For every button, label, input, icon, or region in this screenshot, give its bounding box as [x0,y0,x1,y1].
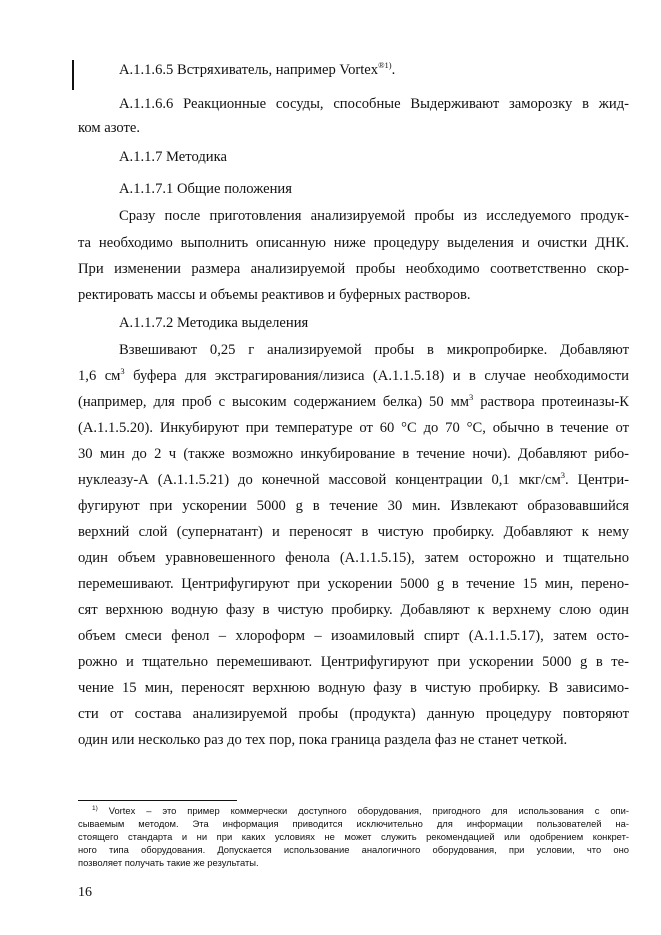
extraction-paragraph-line: один или несколько раз до тех пор, пока граница раздела фаз не станет четкой. [78,732,568,748]
section-heading-methodology: А.1.1.7 Методика [119,149,227,165]
page-number: 16 [78,885,92,900]
text-run: нуклеазу-А (А.1.1.5.21) до конечной массовой концентрации 0,1 мкг/см [78,472,561,488]
extraction-paragraph-line: (А.1.1.5.20). Инкубируют при температуре от 60 °С до 70 °С, обычно в течение от [78,420,629,436]
trademark-footnote-ref: ®1) [378,60,392,70]
extraction-paragraph-line: сят верхнюю водную фазу в чистую пробирку. Добавляют к верхнему слою один [78,602,629,618]
text-run: (например, для проб с высоким содержанием белка) 50 мм [78,394,470,410]
extraction-paragraph-line: фугируют при ускорении 5000 g в течение 30 мин. Извлекают образовавшийся [78,498,629,514]
superscript: 3 [120,366,125,376]
revision-change-bar [72,60,74,90]
footnote-line: ного типа оборудования. Допускается использование аналогичного оборудования, при условии, что оно [78,844,629,855]
footnote-line: сываемым методом. Эта информация приводится исключительно для информации пользователей на- [78,818,629,829]
text-run: . Центри- [565,472,629,488]
text-run: буфера для экстрагирования/лизиса (А.1.1.5.18) и в случае необходимости [124,368,629,384]
superscript: 3 [469,392,474,402]
item-a11165-text: А.1.1.6.5 Встряхиватель, например Vortex [119,62,379,78]
general-paragraph-line: При изменении размера анализируемой пробы необходимо соответственно скор- [78,261,629,277]
footnote-line: стоящего стандарта и ни при каких условиях не может служить рекомендацией или одобрением конкрет- [78,831,629,842]
footnote-marker: 1) [92,805,98,812]
extraction-paragraph-line: сти от состава анализируемой пробы (продукта) данную процедуру повторяют [78,706,629,722]
item-a11166-line2: ком азоте. [78,120,141,136]
extraction-paragraph-line: чение 15 мин, переносят верхнюю водную фазу в чистую пробирку. В зависимо- [78,680,629,696]
extraction-paragraph-line [78,367,629,385]
general-paragraph-line: та необходимо выполнить описанную ниже процедуру выделения и очистки ДНК. [78,235,629,251]
footnote-line: позволяет получать такие же результаты. [78,857,259,868]
extraction-paragraph-line [78,471,629,489]
extraction-paragraph-line: рожно и тщательно перемешивают. Центрифугируют при ускорении 5000 g в те- [78,654,629,670]
extraction-paragraph-line: объем смеси фенол – хлороформ – изоамиловый спирт (А.1.1.5.17), затем осто- [78,628,629,644]
item-a11165 [119,61,395,79]
extraction-paragraph-line: один объем уравновешенного фенола (А.1.1.5.15), затем осторожно и тщательно [78,550,629,566]
section-heading-general: А.1.1.7.1 Общие положения [119,181,292,197]
item-a11166-line1: А.1.1.6.6 Реакционные сосуды, способные Выдерживают заморозку в жид- [119,96,629,112]
extraction-paragraph-line: 30 мин до 2 ч (также возможно инкубирование в течение ночи). Добавляют рибо- [78,446,629,462]
general-paragraph-line: ректировать массы и объемы реактивов и буферных растворов. [78,287,471,303]
text-run: 1,6 см [78,368,121,384]
text-run: Vortex – это пример коммерчески доступного оборудования, пригодного для использования с опи- [108,805,629,816]
item-a11165-tail: . [391,62,396,78]
extraction-paragraph-line: верхний слой (супернатант) и переносят в чистую пробирку. Добавляют к нему [78,524,629,540]
general-paragraph-line: Сразу после приготовления анализируемой пробы из исследуемого продук- [119,208,629,224]
extraction-paragraph-line [78,393,629,411]
footnote-line [92,804,629,817]
superscript: 3 [560,470,566,480]
text-run: раствора протеиназы-К [473,394,629,410]
footnote-separator [78,800,237,801]
section-heading-extraction: А.1.1.7.2 Методика выделения [119,315,309,331]
extraction-paragraph-line: перемешивают. Центрифугируют при ускорении 5000 g в течение 15 мин, перено- [78,576,629,592]
extraction-paragraph-line: Взвешивают 0,25 г анализируемой пробы в микропробирке. Добавляют [119,342,629,358]
